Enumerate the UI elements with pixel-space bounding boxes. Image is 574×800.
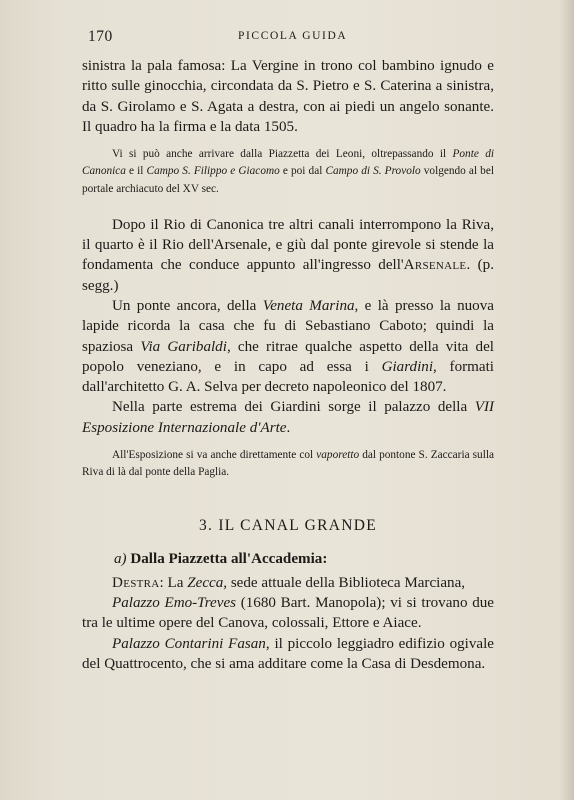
- paragraph-text: , sede attuale della Biblioteca Marciana,: [223, 574, 466, 591]
- italic-palazzo-contarini-fasan: Palazzo Contarini Fasan: [112, 635, 266, 652]
- running-title: PICCOLA GUIDA: [238, 30, 348, 42]
- note-piazzetta-leoni: [82, 146, 494, 198]
- subsection-letter: a): [114, 551, 127, 568]
- italic-zecca: Zecca: [187, 574, 224, 591]
- paragraph-text: Dopo il Rio di Canonica tre altri canali interrompono la Riva, il quarto è il Rio dell'Arsenale, e giù dal ponte girevole si stende la fondamenta che conduce appunto all'ingresso dell': [82, 216, 494, 274]
- note-text: volgendo al bel portale archiacuto del XV sec.: [82, 165, 494, 195]
- paragraph-zecca: [82, 573, 494, 593]
- note-text: All'Esposizione si va anche direttamente col: [112, 449, 317, 462]
- paragraph-rio-canonica: [82, 215, 494, 296]
- note-text: dal pontone S. Zaccaria sulla Riva di là dal ponte della Paglia.: [82, 449, 494, 479]
- note-italic-ponte-canonica: Ponte di Canonica: [82, 148, 494, 178]
- subsection-heading: [82, 549, 494, 569]
- paragraph-text: , formati dall'architetto G. A. Selva per decreto napoleonico del 1807.: [82, 358, 494, 396]
- paragraph-text: , il piccolo leggiadro edifizio ogivale del Quattrocento, che si ama additare come la Casa di Desdemona.: [82, 635, 494, 672]
- paragraph-veneta-marina: [82, 296, 494, 397]
- note-italic-campo-filippo: Campo S. Filippo e Giacomo: [146, 165, 280, 178]
- page-number: 170: [88, 28, 113, 45]
- italic-palazzo-emo-treves: Palazzo Emo-Treves: [112, 595, 237, 612]
- page-content: [82, 56, 494, 674]
- italic-esposizione: VII Esposizione Internazionale d'Arte: [82, 399, 494, 436]
- note-text: e poi dal: [279, 165, 326, 178]
- paragraph-pala-famosa: [82, 56, 494, 137]
- note-italic-vaporetto: vaporetto: [316, 449, 360, 462]
- paragraph-text: , che ritrae qualche aspetto della vita del popolo veneziano, e in capo ad essa i: [82, 338, 495, 375]
- paragraph-esposizione: [82, 397, 494, 438]
- paragraph-text: sinistra la pala famosa: La Vergine in trono col bambino ignudo e ritto sulle ginocchia, circondata da S. Pietro e S. Caterina a sinistra, da S. Girolamo e S. Agata a destra, con ai piedi un angelo sonante. Il quadro ha la firma e la data 1505.: [82, 58, 494, 135]
- paragraph-text: : La: [159, 574, 188, 591]
- paragraph-text: Nella parte estrema dei Giardini sorge il palazzo della: [112, 399, 475, 416]
- italic-via-garibaldi: Via Garibaldi: [140, 338, 227, 355]
- italic-giardini: Giardini: [381, 358, 434, 375]
- note-text: e il: [125, 165, 147, 178]
- section-title: 3. IL CANAL GRANDE: [198, 517, 378, 535]
- smallcaps-destra: Destra: [112, 574, 160, 591]
- paragraph-text: . (p. segg.): [82, 257, 494, 294]
- page-edge-shadow: [560, 0, 574, 800]
- note-vaporetto: [82, 447, 494, 481]
- note-text: Vi si può anche arrivare dalla Piazzetta dei Leoni, oltrepassando il: [112, 148, 453, 161]
- page-header: [88, 28, 496, 52]
- subsection-title: Dalla Piazzetta all'Accademia:: [130, 551, 328, 568]
- paragraph-emo-treves: [82, 593, 494, 634]
- paragraph-text: , e là presso la nuova lapide ricorda la casa che fu di Sebastiano Caboto; quindi la spaziosa: [82, 297, 494, 355]
- italic-veneta-marina: Veneta Marina: [262, 297, 355, 314]
- paragraph-text: .: [286, 419, 291, 436]
- paragraph-contarini-fasan: [82, 634, 494, 675]
- paragraph-text: Un ponte ancora, della: [112, 297, 263, 314]
- smallcaps-arsenale: Arsenale: [403, 257, 467, 274]
- note-italic-campo-provolo: Campo di S. Provolo: [325, 165, 421, 178]
- paragraph-text: (1680 Bart. Manopola); vi si trovano due tra le ultime opere del Canova, colossali, Ettore e Aiace.: [82, 595, 494, 632]
